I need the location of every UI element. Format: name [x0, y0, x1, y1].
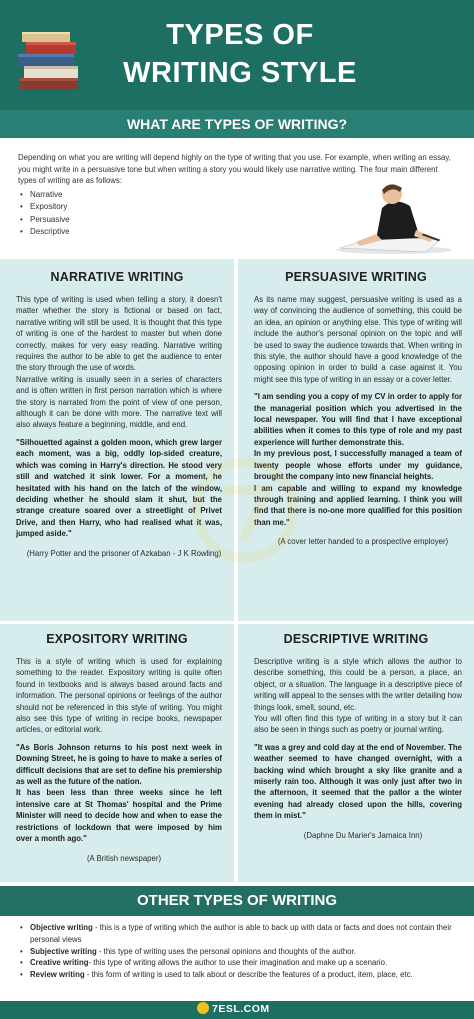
- expository-title: EXPOSITORY WRITING: [46, 632, 188, 646]
- header-banner: [0, 0, 474, 110]
- persuasive-title: PERSUASIVE WRITING: [285, 270, 427, 284]
- watermark-logo-icon: [185, 440, 305, 580]
- logo-icon: [197, 1002, 209, 1014]
- persuasive-quote-1: "I am sending you a copy of my CV in order to apply for the managerial position which you advertised in the local newspaper. You will find that I have exceptional abilities when it comes to this type of role and my past experience will further demonstrate this.: [254, 392, 462, 447]
- list-item: • Expository: [18, 201, 456, 214]
- books-icon: [14, 26, 84, 100]
- expository-paragraph-1: This is a style of writing which is used for explaining something to the reader. Expository writing is quite often found in textbooks and is always based around facts and information. The personal opinions or feelings of the author should not be referenced in this style of writing. You might also see this type of writing in recipe books, newspaper articles, or editorial work.: [16, 657, 222, 735]
- persuasive-paragraph-1: As its name may suggest, persuasive writing is used as a way of convincing the audience of something, this could be an idea, an opinion or anything else. This type of writing will include the author's personal opinion on the topic and will be used to sway the audience towards that. When writing in this style, the author should have a good knowledge of the opposing opinion in order to build a case against it. You might see this type of writing in an essay or a cover letter.: [254, 295, 462, 384]
- descriptive-card: [238, 624, 474, 882]
- student-writing-icon: [330, 178, 456, 256]
- list-item: • Objective writing - this is a type of writing which the author is able to back up with data or facts and does not contain their personal views: [18, 922, 458, 946]
- site-logo[interactable]: [197, 1003, 270, 1015]
- section-heading-what-are-types: WHAT ARE TYPES OF WRITING?: [0, 110, 474, 138]
- narrative-title: NARRATIVE WRITING: [50, 270, 184, 284]
- descriptive-paragraph-2: You will often find this type of writing in a story but it can also be seen in things such as poetry or journal writing.: [254, 714, 462, 735]
- descriptive-body: [254, 656, 462, 841]
- descriptive-source: (Daphne Du Marier's Jamaica Inn): [303, 830, 423, 840]
- persuasive-source: (A cover letter handed to a prospective employer): [277, 537, 449, 547]
- narrative-paragraph-1: This type of writing is used when telling a story, it doesn't matter whether the story is fictional or based on fact, narrative writing will still be used. It is thought that this type of writing is one of the hardest to master but when done correctly, makes for very easy reading. Narrative writing requires the author to be able to get the audience to enter the story through the use of words.: [16, 295, 222, 373]
- expository-card: [0, 624, 234, 882]
- persuasive-quote-2: In my previous post, I successfully managed a team of twenty people whose efforts under my guidance, brought the company into new financial heights.: [254, 449, 462, 482]
- expository-quote-2: It has been less than three weeks since he left intensive care at St Thomas' hospital and the Prime Minister will need to decide how and when to ease the restrictions of lockdown that were imposed by him over a month ago.": [16, 788, 222, 844]
- narrative-paragraph-2: Narrative writing is usually seen in a series of characters and is often written in first person narration which is where the story is narrated from the point of view of one person, although it can be done with more. The narrative text will also always feature a beginning, middle, and end.: [16, 374, 222, 430]
- list-item: • Persuasive: [18, 214, 456, 227]
- list-item: • Creative writing- this type of writing allows the author to use their imagination and make up a scenario.: [18, 957, 458, 969]
- other-types-list: [18, 922, 458, 981]
- persuasive-quote-3: I am capable and willing to expand my knowledge through training and applied learning. I think you will find that there is no-one more qualified for this position than me.": [254, 483, 462, 527]
- narrative-quote: "Silhouetted against a golden moon, which grew larger each moment, was a big, oddly lop-sided creature, which was coming in Harry's direction. He stood very still and watched it sink lower. For a moment, he hesitated with his hand on the latch of the window, deciding whether he should slam it shut, but the strange creature soared over a streetlight of Privet Drive, and then Harry, who had realised what it was, jumped aside.": [16, 437, 222, 539]
- expository-source: (A British newspaper): [86, 853, 162, 863]
- logo-text: 7ESL.COM: [212, 1003, 270, 1015]
- expository-body: [16, 656, 222, 864]
- expository-quote-1: "As Boris Johnson returns to his post next week in Downing Street, he is going to have to make a series of difficult decisions that are set to define his premiership as well as the future of the nation.: [16, 742, 222, 787]
- descriptive-paragraph-1: Descriptive writing is a style which allows the author to describe something, this could be a person, a place, an object, or a situation. The language in a descriptive piece of writing will appeal to the senses with the writer detailing how things look, smell, sound, etc.: [254, 657, 462, 712]
- list-item: • Narrative: [18, 189, 456, 202]
- page-title-line-2: WRITING STYLE: [123, 57, 357, 89]
- descriptive-title: DESCRIPTIVE WRITING: [283, 632, 429, 646]
- narrative-source: (Harry Potter and the prisoner of Azkaban - J K Rowling): [26, 548, 222, 558]
- descriptive-quote: "It was a grey and cold day at the end of November. The weather seemed to have changed overnight, with a backing wind which brought a sky like granite and a miserly rain too. Although it was only just after two in the afternoon, it seemed that the pallor a the winter evening had already closed upon the hills, covering them in mist.": [254, 742, 462, 821]
- list-item: • Subjective writing - this type of writing uses the personal opinions and thoughts of the author.: [18, 946, 458, 958]
- page-title-line-1: TYPES OF: [166, 19, 314, 51]
- section-heading-other-types: OTHER TYPES OF WRITING: [0, 886, 474, 916]
- list-item: • Review writing - this form of writing is used to talk about or describe the features of a product, item, place, etc.: [18, 969, 458, 981]
- intro-text: Depending on what you are writing will depend highly on the type of writing that you use. For example, when writing an essay, you might write in a persuasive tone but when writing a story you would likely use narrative writing. The four main different types of writing are as follows:: [18, 153, 451, 185]
- list-item: • Descriptive: [18, 226, 456, 239]
